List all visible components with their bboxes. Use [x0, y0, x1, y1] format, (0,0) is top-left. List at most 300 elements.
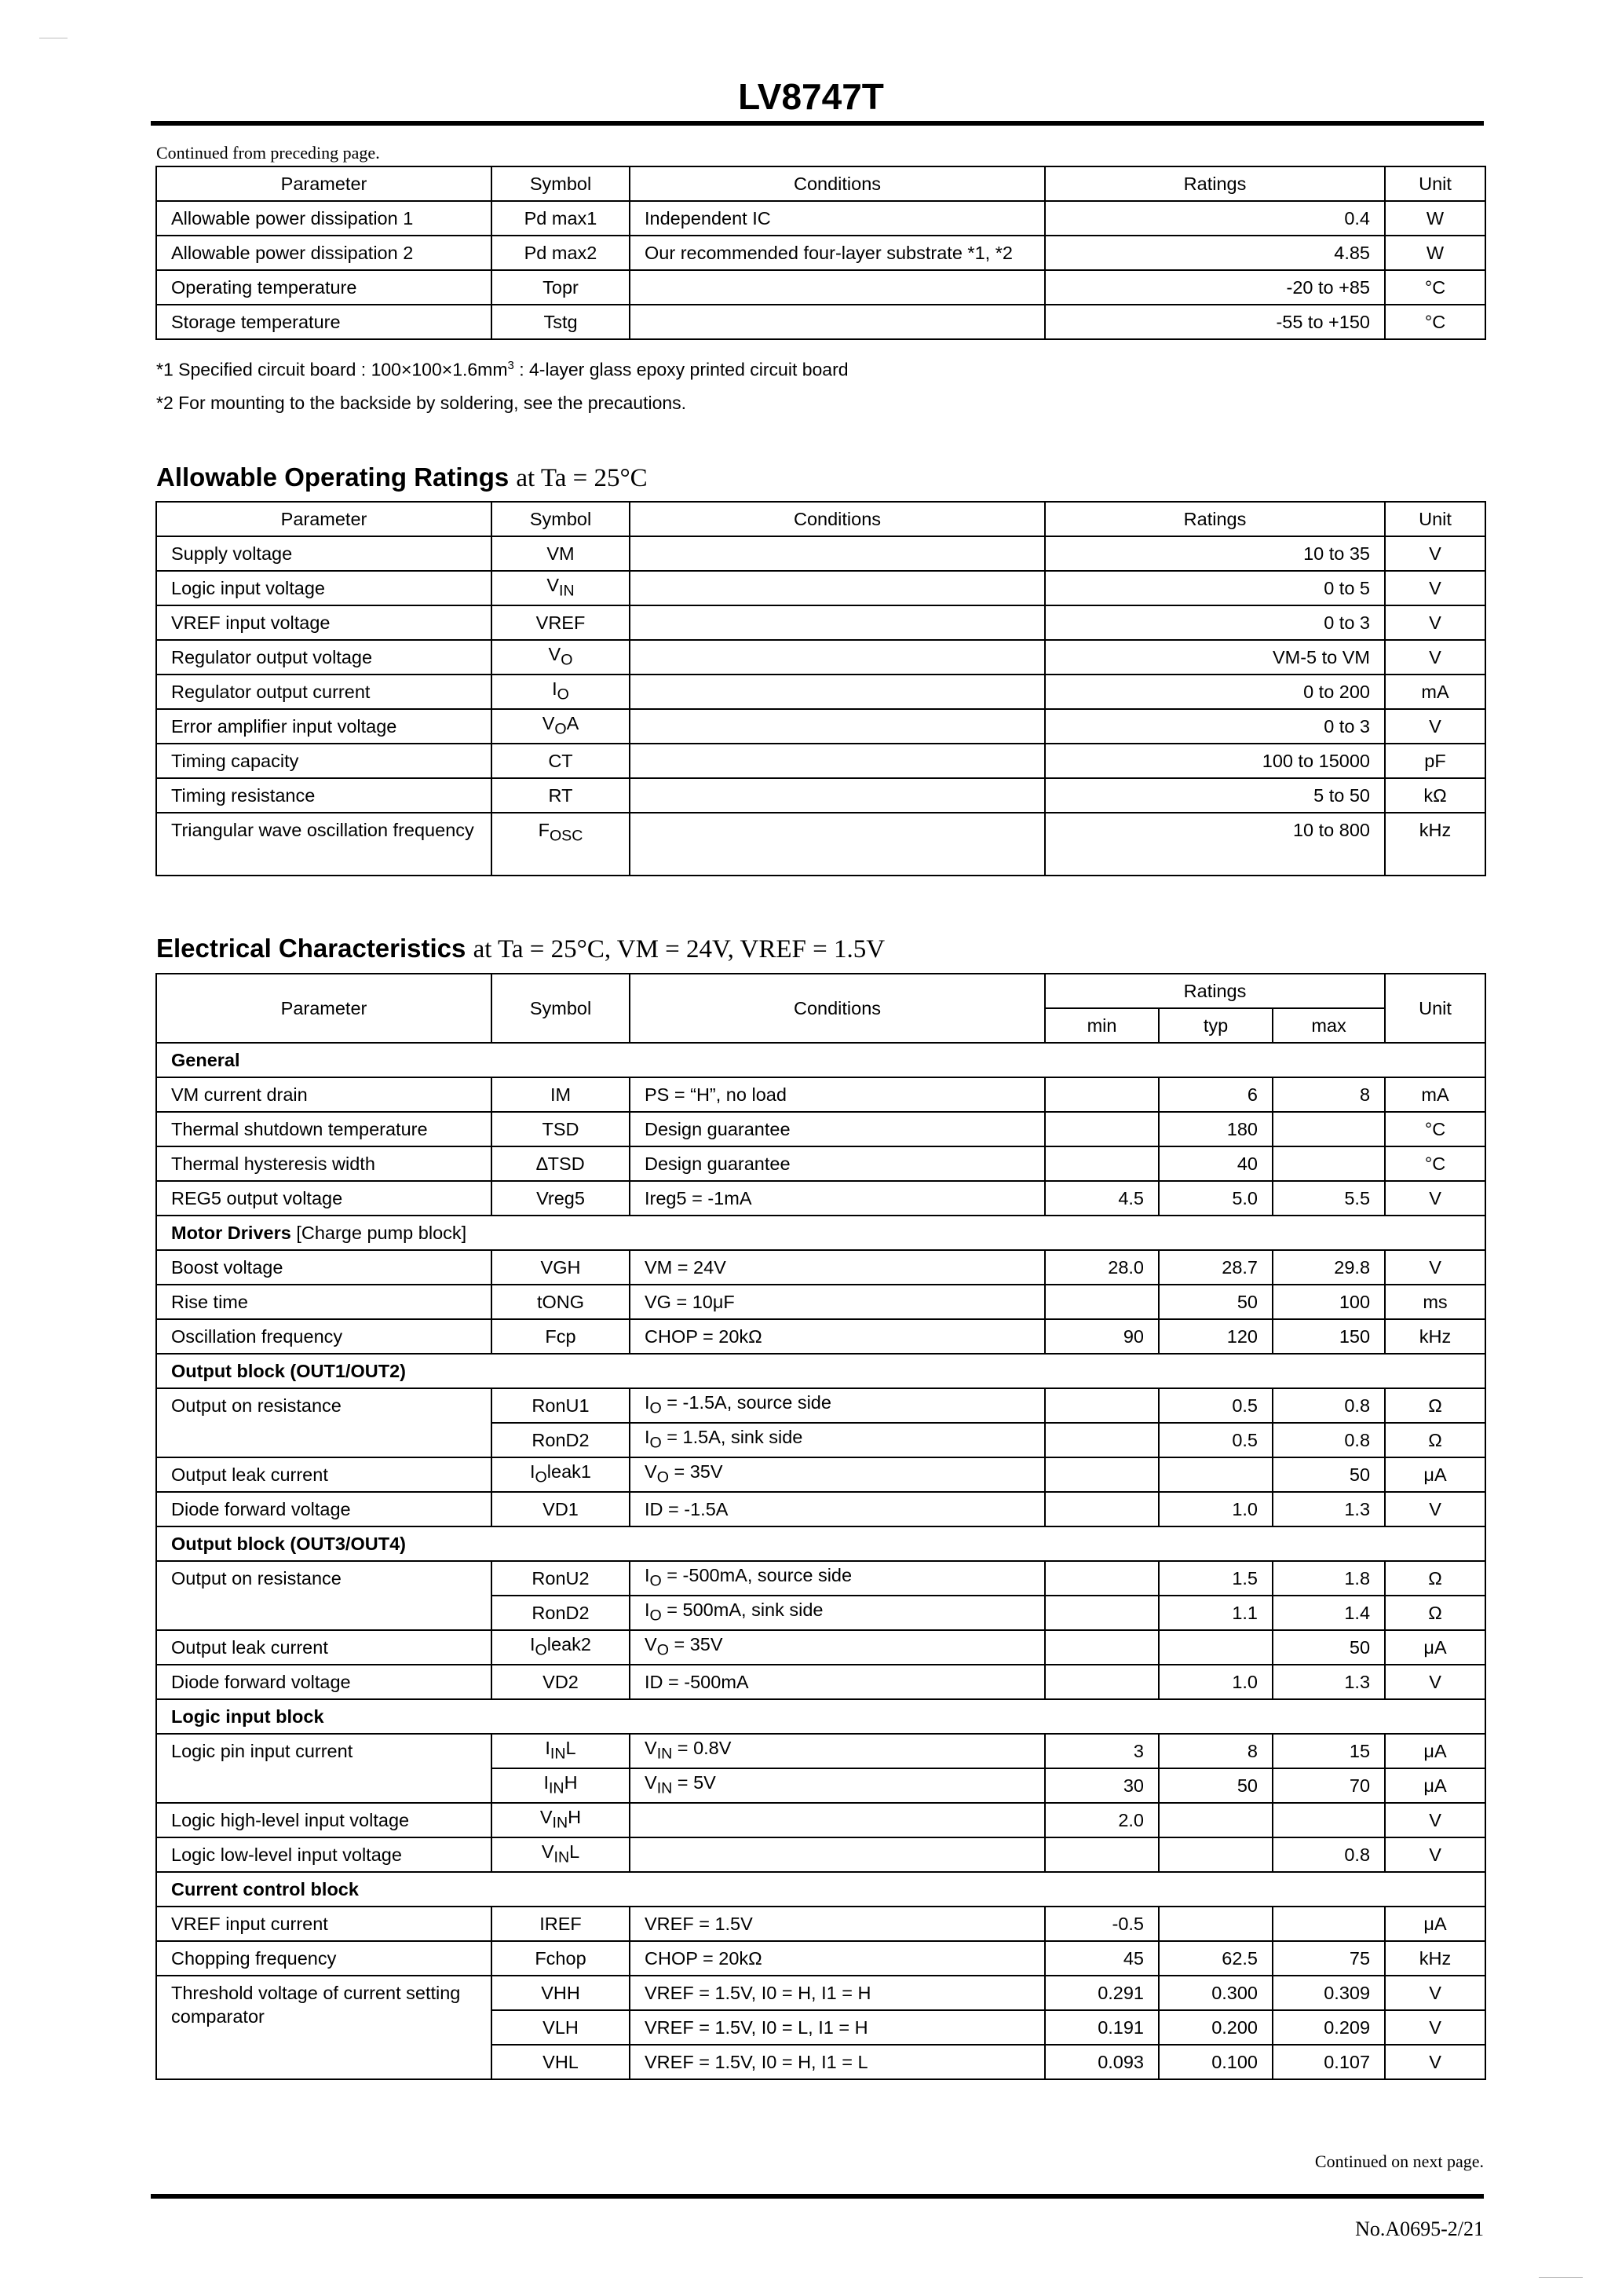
symbol-cell: VM: [491, 536, 630, 571]
conditions-cell: [630, 1457, 1045, 1492]
conditions-cell: [630, 709, 1045, 744]
max-cell: 0.8: [1273, 1423, 1385, 1457]
parameter-cell: Output leak current: [156, 1457, 491, 1492]
parameter-cell: VM current drain: [156, 1077, 491, 1112]
min-cell: [1045, 1285, 1159, 1319]
table-row: [156, 1734, 1485, 1768]
rating-cell: 0 to 200: [1045, 675, 1385, 709]
conditions-cell: ID = -1.5A: [630, 1492, 1045, 1526]
parameter-cell: Boost voltage: [156, 1250, 491, 1285]
unit-cell: W: [1385, 201, 1485, 236]
conditions-cell: [630, 605, 1045, 640]
typ-cell: 5.0: [1159, 1181, 1273, 1216]
rating-cell: 10 to 35: [1045, 536, 1385, 571]
symbol-cell: RonU1: [491, 1388, 630, 1423]
typ-cell: 40: [1159, 1146, 1273, 1181]
table-row: [156, 744, 1485, 778]
symbol-cell: Topr: [491, 270, 630, 305]
max-cell: 150: [1273, 1319, 1385, 1354]
table-row: [156, 1457, 1485, 1492]
parameter-cell: Oscillation frequency: [156, 1319, 491, 1354]
group-row: [156, 1872, 1485, 1907]
unit-cell: °C: [1385, 1112, 1485, 1146]
parameter-cell: Regulator output voltage: [156, 640, 491, 675]
symbol-cell: RonD2: [491, 1596, 630, 1630]
symbol-cell: VHH: [491, 1976, 630, 2010]
conditions-cell: ID = -500mA: [630, 1665, 1045, 1699]
parameter-cell: Diode forward voltage: [156, 1492, 491, 1526]
symbol-cell: VGH: [491, 1250, 630, 1285]
symbol-main: F: [538, 820, 550, 840]
section-title: Allowable Operating Ratings: [156, 462, 510, 492]
rating-cell: 100 to 15000: [1045, 744, 1385, 778]
symbol-cell: [491, 1457, 630, 1492]
typ-cell: 1.0: [1159, 1492, 1273, 1526]
cond-sub: IN: [656, 1779, 673, 1797]
table-row: [156, 1630, 1485, 1665]
unit-cell: μA: [1385, 1630, 1485, 1665]
conditions-cell: [630, 744, 1045, 778]
min-cell: 0.191: [1045, 2010, 1159, 2045]
typ-cell: [1159, 1837, 1273, 1872]
table-row: [156, 1181, 1485, 1216]
symbol-cell: [491, 1734, 630, 1768]
conditions-cell: [630, 778, 1045, 813]
max-cell: 0.209: [1273, 2010, 1385, 2045]
group-label-out12: Output block (OUT1/OUT2): [156, 1354, 1485, 1388]
header-unit: Unit: [1385, 974, 1485, 1043]
cond-rest: = -500mA, source side: [661, 1565, 853, 1586]
cond-rest: = 35V: [668, 1461, 723, 1483]
unit-cell: V: [1385, 1976, 1485, 2010]
header-unit: Unit: [1385, 502, 1485, 536]
unit-cell: kHz: [1385, 1319, 1485, 1354]
max-cell: 5.5: [1273, 1181, 1385, 1216]
table-row: [156, 1285, 1485, 1319]
max-cell: 15: [1273, 1734, 1385, 1768]
symbol-cell: CT: [491, 744, 630, 778]
unit-cell: °C: [1385, 1146, 1485, 1181]
min-cell: [1045, 1665, 1159, 1699]
page-title: LV8747T: [738, 76, 884, 117]
table-row: [156, 1976, 1485, 2010]
table-row: [156, 1077, 1485, 1112]
group-row: [156, 1526, 1485, 1561]
cond-rest: = 35V: [668, 1634, 723, 1655]
rating-cell: 0.4: [1045, 201, 1385, 236]
footnote-1-text: *1 Specified circuit board : 100×100×1.6mm: [156, 359, 508, 380]
typ-cell: 180: [1159, 1112, 1273, 1146]
symbol-sub: OSC: [549, 827, 583, 845]
conditions-cell: [630, 1388, 1045, 1423]
parameter-cell: Timing resistance: [156, 778, 491, 813]
symbol-sub: IN: [553, 1848, 570, 1866]
symbol-suffix: H: [568, 1807, 582, 1828]
table-row: [156, 1561, 1485, 1596]
conditions-cell: Design guarantee: [630, 1146, 1045, 1181]
cond-main: I: [645, 1427, 650, 1448]
cond-main: V: [645, 1634, 657, 1655]
unit-cell: kΩ: [1385, 778, 1485, 813]
parameter-cell: Allowable power dissipation 1: [156, 201, 491, 236]
symbol-suffix: L: [565, 1738, 576, 1759]
typ-cell: 0.100: [1159, 2045, 1273, 2079]
min-cell: [1045, 1492, 1159, 1526]
header-min: min: [1045, 1008, 1159, 1043]
continued-from-note: Continued from preceding page.: [156, 143, 380, 163]
header-conditions: Conditions: [630, 502, 1045, 536]
table-row: [156, 675, 1485, 709]
unit-cell: ms: [1385, 1285, 1485, 1319]
symbol-cell: [491, 813, 630, 876]
typ-cell: 1.1: [1159, 1596, 1273, 1630]
unit-cell: V: [1385, 640, 1485, 675]
min-cell: -0.5: [1045, 1907, 1159, 1941]
table-row: [156, 1319, 1485, 1354]
header-ratings: Ratings: [1045, 974, 1385, 1008]
unit-cell: V: [1385, 1803, 1485, 1837]
cond-rest: = 0.8V: [672, 1738, 732, 1759]
table-row: [156, 1941, 1485, 1976]
parameter-cell: Timing capacity: [156, 744, 491, 778]
symbol-main: V: [542, 713, 555, 734]
max-cell: 29.8: [1273, 1250, 1385, 1285]
symbol-sub: O: [557, 686, 569, 704]
symbol-cell: RonU2: [491, 1561, 630, 1596]
min-cell: 4.5: [1045, 1181, 1159, 1216]
symbol-suffix: H: [564, 1772, 578, 1793]
max-cell: 1.3: [1273, 1665, 1385, 1699]
cond-rest: = -1.5A, source side: [661, 1392, 831, 1413]
bottom-rule: [151, 2194, 1484, 2199]
min-cell: [1045, 1596, 1159, 1630]
symbol-suffix: leak2: [546, 1634, 591, 1655]
symbol-cell: [491, 1803, 630, 1837]
conditions-cell: VG = 10μF: [630, 1285, 1045, 1319]
typ-cell: 8: [1159, 1734, 1273, 1768]
conditions-cell: [630, 571, 1045, 605]
conditions-cell: [630, 1423, 1045, 1457]
max-cell: 0.8: [1273, 1388, 1385, 1423]
parameter-cell: Logic high-level input voltage: [156, 1803, 491, 1837]
table-header-row: [156, 502, 1485, 536]
section-condition: at Ta = 25°C, VM = 24V, VREF = 1.5V: [473, 935, 886, 963]
group-label-rest: [Charge pump block]: [290, 1223, 467, 1243]
conditions-cell: [630, 1561, 1045, 1596]
header-symbol: Symbol: [491, 974, 630, 1043]
min-cell: 90: [1045, 1319, 1159, 1354]
unit-cell: V: [1385, 1181, 1485, 1216]
symbol-cell: ∆TSD: [491, 1146, 630, 1181]
footnote-1: [156, 359, 849, 381]
rating-cell: 0 to 5: [1045, 571, 1385, 605]
conditions-cell: VREF = 1.5V: [630, 1907, 1045, 1941]
rating-cell: 4.85: [1045, 236, 1385, 270]
page-number: No.A0695-2/21: [1355, 2217, 1484, 2240]
typ-cell: [1159, 1803, 1273, 1837]
cond-main: I: [645, 1600, 650, 1621]
conditions-cell: [630, 1630, 1045, 1665]
min-cell: [1045, 1630, 1159, 1665]
table-row: [156, 236, 1485, 270]
symbol-cell: Fchop: [491, 1941, 630, 1976]
max-cell: [1273, 1112, 1385, 1146]
parameter-cell: Regulator output current: [156, 675, 491, 709]
symbol-cell: VLH: [491, 2010, 630, 2045]
table-row: [156, 709, 1485, 744]
conditions-cell: [630, 1837, 1045, 1872]
symbol-suffix: A: [566, 713, 579, 734]
conditions-cell: [630, 1803, 1045, 1837]
symbol-main: I: [530, 1634, 535, 1655]
parameter-cell: REG5 output voltage: [156, 1181, 491, 1216]
operating-ratings-heading: [156, 462, 648, 493]
table-row: [156, 305, 1485, 339]
symbol-sub: O: [554, 720, 567, 738]
typ-cell: 50: [1159, 1768, 1273, 1803]
group-label-bold: Motor Drivers: [171, 1223, 291, 1243]
rating-cell: 10 to 800: [1045, 813, 1385, 876]
max-cell: 50: [1273, 1457, 1385, 1492]
group-row: [156, 1699, 1485, 1734]
unit-cell: °C: [1385, 270, 1485, 305]
scan-speck: [1539, 2277, 1583, 2278]
header-conditions: Conditions: [630, 166, 1045, 201]
unit-cell: pF: [1385, 744, 1485, 778]
symbol-cell: Tstg: [491, 305, 630, 339]
section-title: Electrical Characteristics: [156, 934, 466, 963]
min-cell: [1045, 1077, 1159, 1112]
min-cell: 3: [1045, 1734, 1159, 1768]
symbol-cell: VREF: [491, 605, 630, 640]
conditions-cell: VREF = 1.5V, I0 = H, I1 = L: [630, 2045, 1045, 2079]
cond-main: V: [645, 1772, 657, 1793]
symbol-main: V: [546, 575, 560, 596]
symbol-cell: Pd max2: [491, 236, 630, 270]
unit-cell: °C: [1385, 305, 1485, 339]
table-row: [156, 1250, 1485, 1285]
symbol-cell: IREF: [491, 1907, 630, 1941]
symbol-sub: IN: [552, 1814, 568, 1832]
parameter-cell: Thermal hysteresis width: [156, 1146, 491, 1181]
table-row: [156, 536, 1485, 571]
min-cell: 0.291: [1045, 1976, 1159, 2010]
max-cell: 0.309: [1273, 1976, 1385, 2010]
table-row: [156, 201, 1485, 236]
rating-cell: 0 to 3: [1045, 709, 1385, 744]
header-parameter: Parameter: [156, 166, 491, 201]
conditions-cell: [630, 305, 1045, 339]
symbol-cell: [491, 675, 630, 709]
table-header-row: [156, 974, 1485, 1008]
max-cell: [1273, 1146, 1385, 1181]
cond-rest: = 5V: [672, 1772, 716, 1793]
typ-cell: 50: [1159, 1285, 1273, 1319]
parameter-cell: Operating temperature: [156, 270, 491, 305]
table-row: [156, 605, 1485, 640]
parameter-cell: Logic input voltage: [156, 571, 491, 605]
parameter-cell: Chopping frequency: [156, 1941, 491, 1976]
unit-cell: Ω: [1385, 1596, 1485, 1630]
parameter-cell: Thermal shutdown temperature: [156, 1112, 491, 1146]
parameter-cell: Output on resistance: [156, 1388, 491, 1457]
table-row: [156, 1388, 1485, 1423]
symbol-cell: Vreg5: [491, 1181, 630, 1216]
max-cell: 0.8: [1273, 1837, 1385, 1872]
typ-cell: 0.200: [1159, 2010, 1273, 2045]
unit-cell: kHz: [1385, 1941, 1485, 1976]
table-row: [156, 1837, 1485, 1872]
group-label-out34: Output block (OUT3/OUT4): [156, 1526, 1485, 1561]
symbol-cell: [491, 571, 630, 605]
max-cell: [1273, 1907, 1385, 1941]
cond-sub: O: [649, 1399, 662, 1417]
unit-cell: μA: [1385, 1768, 1485, 1803]
unit-cell: Ω: [1385, 1423, 1485, 1457]
symbol-cell: [491, 640, 630, 675]
parameter-cell: Logic low-level input voltage: [156, 1837, 491, 1872]
header-conditions: Conditions: [630, 974, 1045, 1043]
min-cell: [1045, 1423, 1159, 1457]
parameter-cell: Error amplifier input voltage: [156, 709, 491, 744]
conditions-cell: VREF = 1.5V, I0 = L, I1 = H: [630, 2010, 1045, 2045]
cond-rest: = 500mA, sink side: [661, 1600, 824, 1621]
symbol-main: I: [545, 1738, 550, 1759]
max-cell: 50: [1273, 1630, 1385, 1665]
symbol-cell: VD2: [491, 1665, 630, 1699]
section-condition: at Ta = 25°C: [516, 464, 648, 492]
header-max: max: [1273, 1008, 1385, 1043]
max-cell: 1.8: [1273, 1561, 1385, 1596]
group-label-general: General: [156, 1043, 1485, 1077]
group-label-logic: Logic input block: [156, 1699, 1485, 1734]
max-cell: 0.107: [1273, 2045, 1385, 2079]
rating-cell: -20 to +85: [1045, 270, 1385, 305]
symbol-cell: Pd max1: [491, 201, 630, 236]
unit-cell: V: [1385, 1492, 1485, 1526]
unit-cell: V: [1385, 709, 1485, 744]
symbol-main: I: [530, 1461, 535, 1483]
rating-cell: -55 to +150: [1045, 305, 1385, 339]
conditions-cell: PS = “H”, no load: [630, 1077, 1045, 1112]
min-cell: 45: [1045, 1941, 1159, 1976]
unit-cell: V: [1385, 1837, 1485, 1872]
footnote-1-text-end: : 4-layer glass epoxy printed circuit board: [513, 359, 849, 380]
symbol-cell: tONG: [491, 1285, 630, 1319]
min-cell: 2.0: [1045, 1803, 1159, 1837]
min-cell: [1045, 1146, 1159, 1181]
parameter-cell: Logic pin input current: [156, 1734, 491, 1803]
conditions-cell: [630, 813, 1045, 876]
symbol-sub: IN: [548, 1779, 564, 1797]
conditions-cell: [630, 536, 1045, 571]
header-parameter: Parameter: [156, 502, 491, 536]
header-parameter: Parameter: [156, 974, 491, 1043]
unit-cell: kHz: [1385, 813, 1485, 876]
group-row: [156, 1043, 1485, 1077]
symbol-cell: [491, 709, 630, 744]
symbol-suffix: leak1: [546, 1461, 591, 1483]
conditions-cell: [630, 640, 1045, 675]
max-cell: 70: [1273, 1768, 1385, 1803]
symbol-cell: VD1: [491, 1492, 630, 1526]
parameter-cell: VREF input voltage: [156, 605, 491, 640]
rating-cell: 0 to 3: [1045, 605, 1385, 640]
table-row: [156, 571, 1485, 605]
unit-cell: V: [1385, 1665, 1485, 1699]
table-row: [156, 1492, 1485, 1526]
cond-main: I: [645, 1565, 650, 1586]
min-cell: [1045, 1837, 1159, 1872]
unit-cell: μA: [1385, 1457, 1485, 1492]
conditions-cell: [630, 1596, 1045, 1630]
footnote-2: *2 For mounting to the backside by soldering, see the precautions.: [156, 393, 687, 413]
parameter-cell: Supply voltage: [156, 536, 491, 571]
typ-cell: 0.5: [1159, 1388, 1273, 1423]
table-row: [156, 640, 1485, 675]
symbol-sub: O: [535, 1641, 547, 1659]
typ-cell: [1159, 1907, 1273, 1941]
header-symbol: Symbol: [491, 166, 630, 201]
conditions-cell: [630, 675, 1045, 709]
symbol-main: V: [539, 1807, 553, 1828]
unit-cell: Ω: [1385, 1388, 1485, 1423]
symbol-suffix: L: [569, 1841, 580, 1863]
table-row: [156, 270, 1485, 305]
conditions-cell: [630, 1734, 1045, 1768]
min-cell: [1045, 1112, 1159, 1146]
parameter-cell: Storage temperature: [156, 305, 491, 339]
symbol-cell: RT: [491, 778, 630, 813]
unit-cell: V: [1385, 605, 1485, 640]
group-row: [156, 1216, 1485, 1250]
symbol-main: I: [543, 1772, 549, 1793]
unit-cell: V: [1385, 2045, 1485, 2079]
typ-cell: 28.7: [1159, 1250, 1273, 1285]
top-rule: [151, 121, 1484, 126]
unit-cell: mA: [1385, 1077, 1485, 1112]
min-cell: 28.0: [1045, 1250, 1159, 1285]
typ-cell: [1159, 1457, 1273, 1492]
min-cell: 30: [1045, 1768, 1159, 1803]
unit-cell: μA: [1385, 1734, 1485, 1768]
header-ratings: Ratings: [1045, 166, 1385, 201]
conditions-cell: CHOP = 20kΩ: [630, 1319, 1045, 1354]
parameter-cell: Triangular wave oscillation frequency: [156, 813, 491, 876]
parameter-cell: Diode forward voltage: [156, 1665, 491, 1699]
cond-sub: O: [656, 1641, 669, 1659]
symbol-main: V: [548, 644, 561, 665]
continued-next-note: Continued on next page.: [1314, 2152, 1484, 2171]
symbol-cell: IM: [491, 1077, 630, 1112]
cond-main: V: [645, 1738, 657, 1759]
conditions-cell: Our recommended four-layer substrate *1, *2: [630, 236, 1045, 270]
min-cell: [1045, 1561, 1159, 1596]
conditions-cell: [630, 270, 1045, 305]
electrical-characteristics-heading: [156, 934, 885, 964]
symbol-cell: TSD: [491, 1112, 630, 1146]
unit-cell: V: [1385, 571, 1485, 605]
cond-sub: O: [649, 1607, 662, 1625]
typ-cell: 6: [1159, 1077, 1273, 1112]
min-cell: 0.093: [1045, 2045, 1159, 2079]
conditions-cell: Design guarantee: [630, 1112, 1045, 1146]
max-cell: 1.3: [1273, 1492, 1385, 1526]
unit-cell: V: [1385, 2010, 1485, 2045]
table-row: [156, 1112, 1485, 1146]
cond-sub: O: [649, 1434, 662, 1452]
table-row: [156, 1665, 1485, 1699]
